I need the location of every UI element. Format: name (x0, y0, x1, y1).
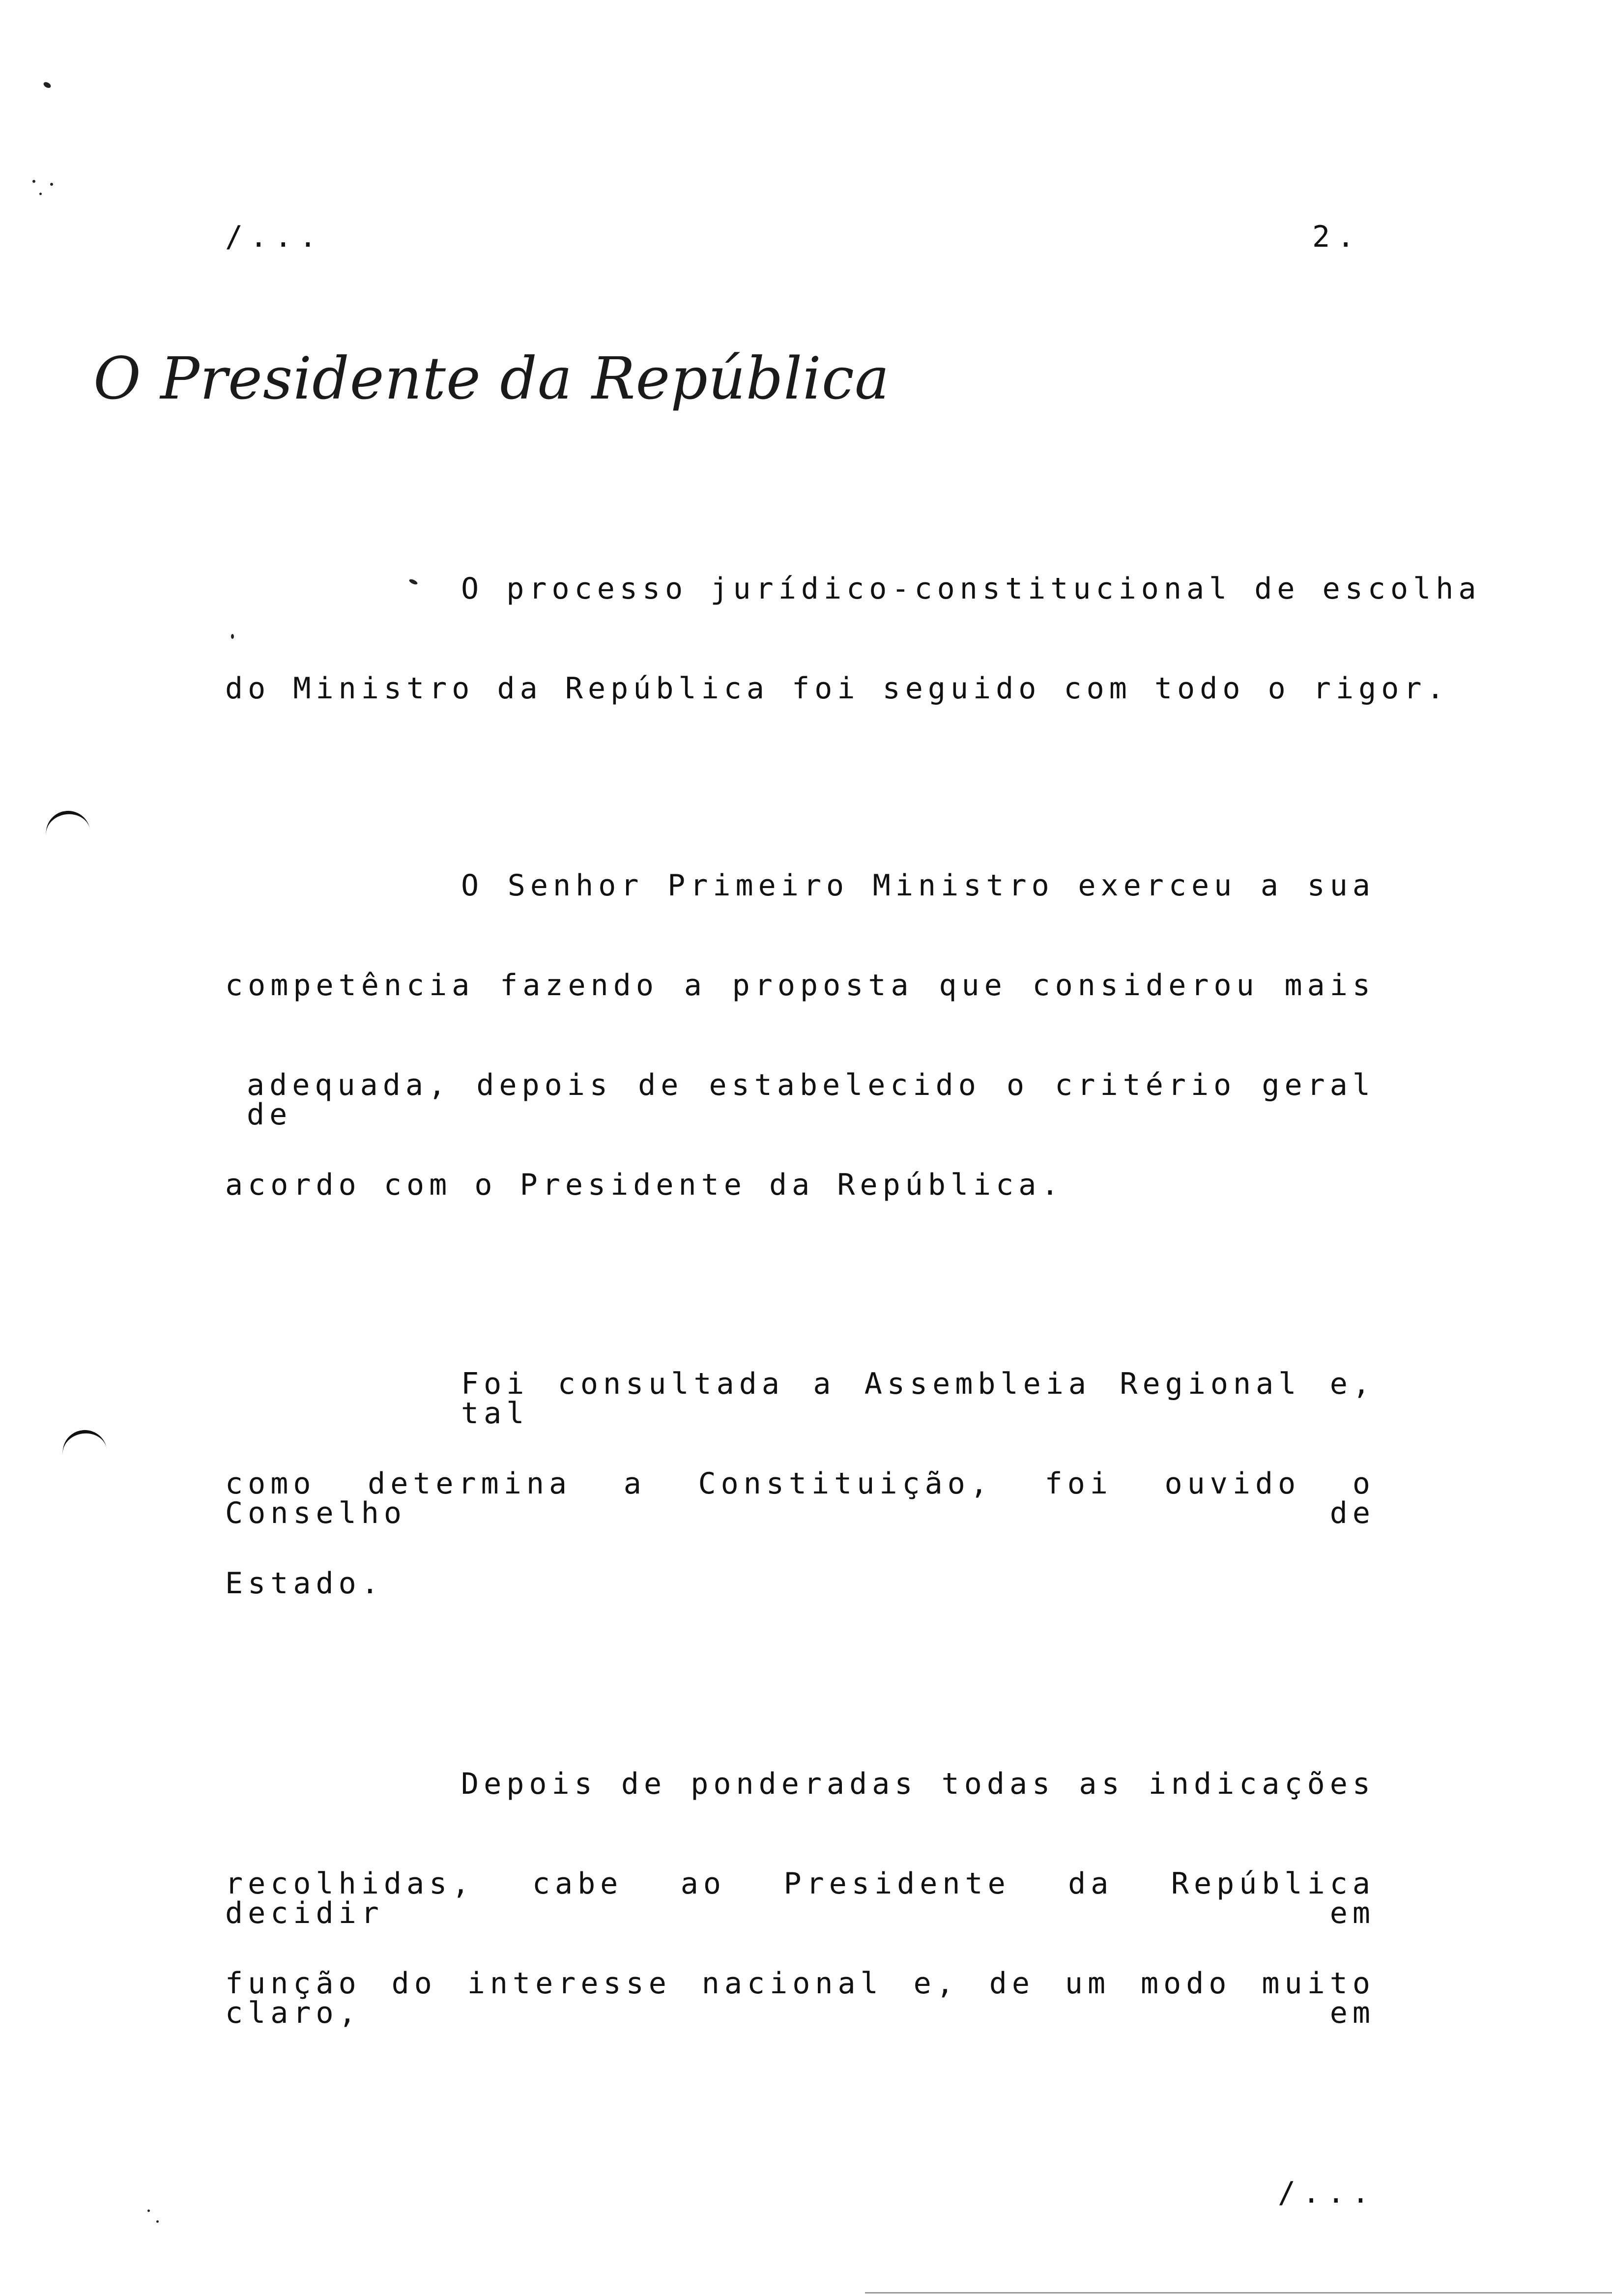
scan-speck (147, 2210, 150, 2212)
paragraph-line: como determina a Constituição, foi ouvido o Conselho de (225, 1466, 1375, 1530)
paragraph-line: recolhidas, cabe ao Presidente da República decidir em (225, 1866, 1375, 1930)
paragraph-1 (225, 572, 1481, 774)
paragraph-line: O Senhor Primeiro Ministro exerceu a sua (461, 868, 1375, 903)
paragraph-2 (225, 868, 1375, 1270)
scan-speck (156, 2220, 159, 2223)
paragraph-3 (225, 1369, 1375, 1668)
paragraph-line: Estado. (225, 1566, 384, 1601)
paragraph-line: Depois de ponderadas todas as indicações (461, 1767, 1375, 1801)
paragraph-line: função do interesse nacional e, de um modo muito claro, em (225, 1966, 1375, 2030)
letterhead-title: O Presidente da República (93, 344, 890, 412)
scan-speck (32, 180, 35, 183)
paragraph-line: adequada, depois de estabelecido o critério geral de (247, 1068, 1375, 1132)
page-edge-line (865, 2292, 1612, 2294)
hole-punch-mark (43, 808, 91, 847)
scan-speck (39, 193, 42, 195)
paragraph-4 (225, 1769, 1375, 2068)
scan-speck (50, 183, 53, 186)
paragraph-line: Foi consultada a Assembleia Regional e, tal (461, 1367, 1375, 1431)
paragraph-line: O processo jurídico-constitucional de escolha (461, 572, 1481, 606)
paragraph-line: competência fazendo a proposta que considerou mais (225, 968, 1375, 1003)
paragraph-line: do Ministro da República foi seguido com todo o rigor. (225, 671, 1449, 706)
header-continuation-mark: /... (225, 220, 324, 254)
footer-continuation-mark: /... (1278, 2176, 1377, 2210)
paragraph-line: acordo com o Presidente da República. (225, 1168, 1064, 1202)
hole-punch-mark (60, 1427, 108, 1466)
page-number: 2. (1312, 220, 1362, 254)
scan-speck (43, 81, 52, 89)
